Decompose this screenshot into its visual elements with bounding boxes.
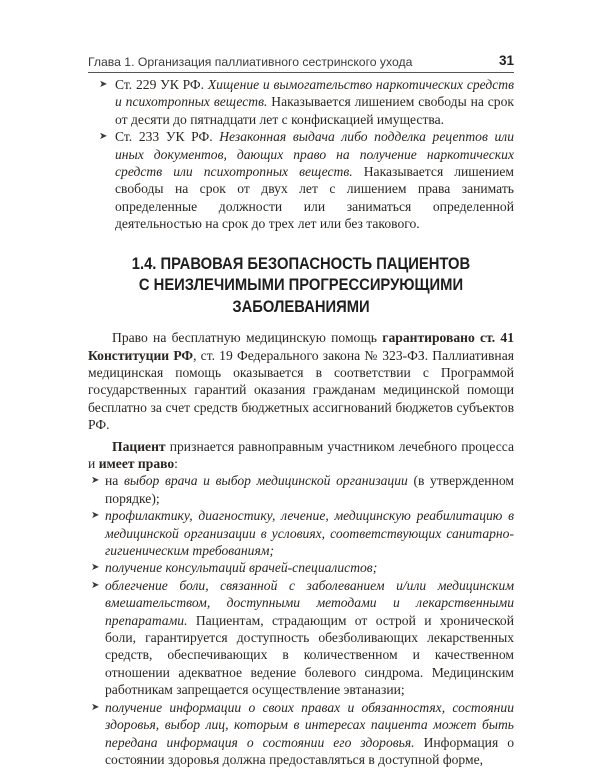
italic-run: получение консультаций врачей-специалистов; [105,560,378,576]
bullet-arrow-icon: ➤ [99,131,108,143]
italic-run: облегчение боли, связанной с заболеванием и/или медицинским вмешательством, доступными методами и лекарственными препаратами. [105,577,514,628]
bold-run: гарантировано ст. 41 Конституции РФ [88,330,514,363]
bullet-arrow-icon: ➤ [91,475,100,487]
text-run: Право на бесплатную медицинскую помощь [112,330,383,346]
list-item [88,577,514,699]
italic-run: получение информации о своих правах и обязанностях, состоянии здоровья, выбор лиц, которым в интересах пациента может быть передана информация о состоянии его здоровья. [105,699,514,750]
bullet-arrow-icon: ➤ [91,579,100,591]
text-run: на [105,473,124,489]
article-penalty: Наказывается лишением свободы на срок от двух лет с лишением права занимать определенные должности или заниматься определенной деятельностью на срок до трех лет или без такового. [115,164,514,232]
text-run: признается равноправным участником лечебного процесса и [88,438,514,471]
patient-rights-list [88,472,514,768]
list-item [88,507,514,559]
bold-run: имеет право [98,456,175,471]
paragraph-right-to-care [88,329,514,433]
text-run: : [174,456,178,471]
text-run: , ст. 19 Федерального закона № 323-ФЗ. Паллиативная медицинская помощь оказывается в соответствии с Программой государственных гарантий оказания гражданам медицинской помощи бесплатно за счет средств бюджетных ассигнований бюджетов субъектов РФ. [88,347,514,433]
criminal-code-list [88,76,514,233]
bullet-arrow-icon: ➤ [99,79,108,90]
italic-run: выбор врача и выбор медицинской организации [123,473,408,489]
list-item [88,128,514,232]
article-offense: Хищение и вымогательство наркотических средств и психотропных веществ. [115,77,514,110]
chapter-title: Глава 1. Организация паллиативного сестринского ухода [88,55,413,69]
bold-run: Пациент [112,438,166,454]
article-penalty: Наказывается лишением свободы на срок от десяти до пятнадцати лет с конфискацией имущества. [115,94,514,127]
text-run: (в утвержденном порядке); [105,473,514,506]
list-item [88,76,514,128]
heading-line: ЗАБОЛЕВАНИЯМИ [232,296,370,316]
heading-line: С НЕИЗЛЕЧИМЫМИ ПРОГРЕССИРУЮЩИМИ [138,275,464,295]
list-item [88,559,514,576]
paragraph-patient-rights [88,438,514,473]
section-heading [114,253,489,318]
article-offense: Незаконная выдача либо подделка рецептов или иных документов, дающих право на получение наркотических средств или психотропных веществ. [115,129,514,180]
list-item [88,472,514,507]
text-run: Пациентам, страдающим от острой и хронической боли, гарантируется доступность обезболивающих лекарственных средств, обеспечивающих в количественном и качественном отношении адекватное ведение болевого синдрома. Медицинским работникам запрещается осуществление эвтаназии; [105,612,514,698]
italic-run: профилактику, диагностику, лечение, медицинскую реабилитацию в медицинской организации в условиях, соответствующих санитарно-гигиеническим требованиям; [105,508,514,559]
article-ref: Ст. 229 УК РФ. [115,77,205,92]
header-divider [88,72,514,73]
page-number: 31 [498,53,514,68]
heading-line: 1.4. ПРАВОВАЯ БЕЗОПАСНОСТЬ ПАЦИЕНТОВ [131,253,471,273]
bullet-arrow-icon: ➤ [91,510,100,522]
bullet-arrow-icon: ➤ [91,701,100,713]
article-ref: Ст. 233 УК РФ. [115,129,213,145]
page-body [88,76,514,768]
bullet-arrow-icon: ➤ [91,562,100,574]
running-header [88,52,514,72]
list-item [88,699,514,768]
text-run: Информация о состоянии здоровья должна предоставляться в доступной форме, [105,734,514,767]
